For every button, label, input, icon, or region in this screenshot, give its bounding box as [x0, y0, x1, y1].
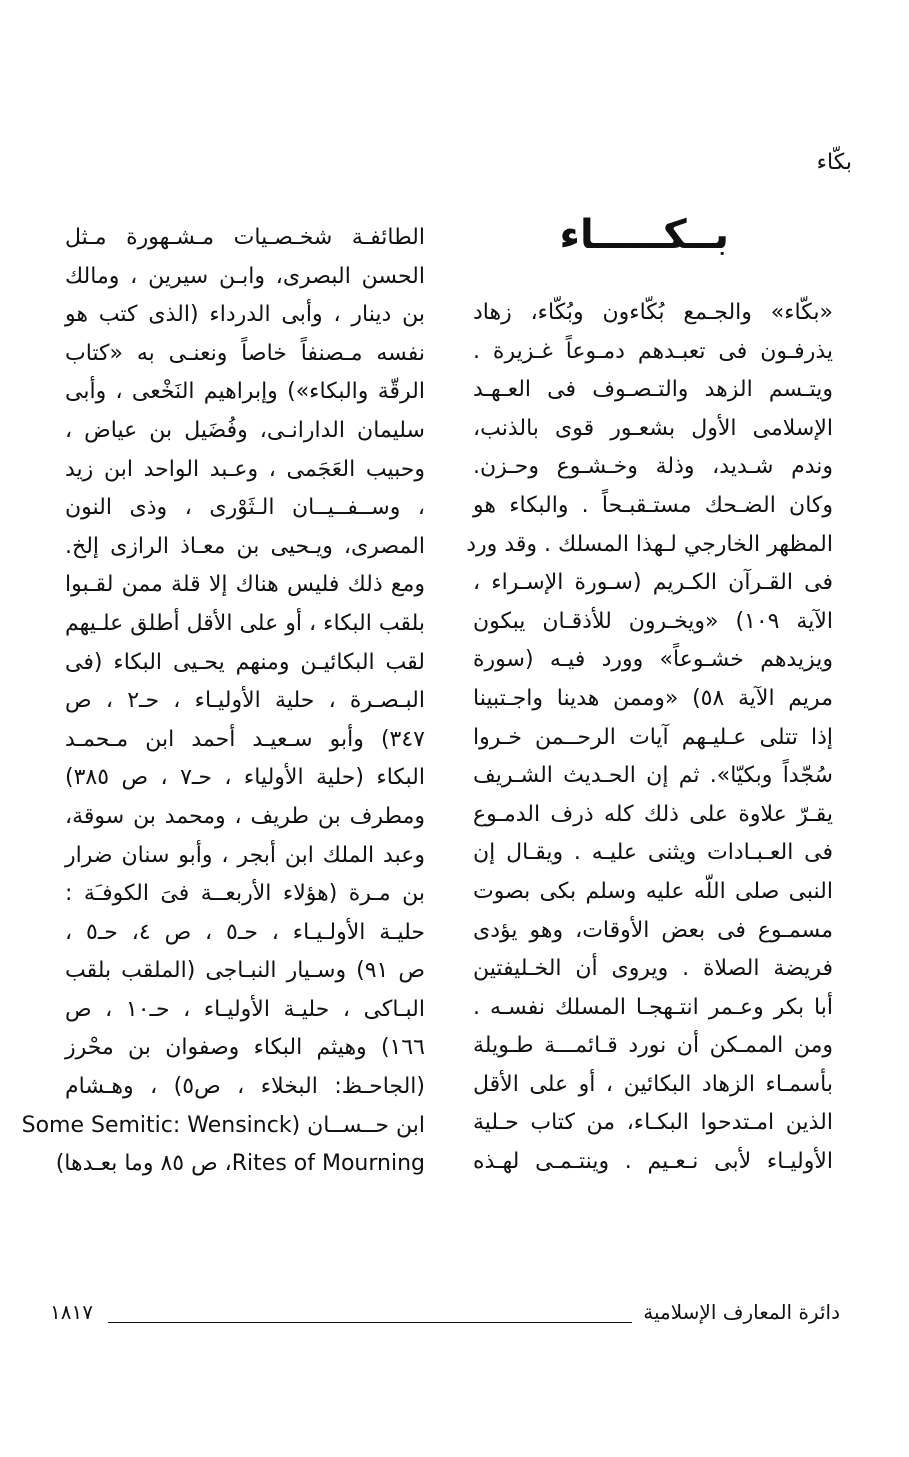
- left-column-line: ومطرف بن طريف ، ومحمد بن سوقة،: [65, 803, 425, 829]
- left-column-line: البـصـرة ، حلية الأوليـاء ، حـ٢ ، ص: [65, 688, 425, 714]
- left-column-line: حليـة الأولـيـاء ، حـ٥ ، ص ٤، حـ٥ ،: [65, 919, 426, 945]
- right-column-line: الأوليـاء لأبى نـعـيم . وينتـمـى لهـذه: [473, 1149, 833, 1175]
- right-column-line: «بكّاء» والجـمع بُكّاءون وبُكّاء، زهاد: [473, 300, 833, 325]
- right-column-line: سُجّداً وبكيّا». ثم إن الحـديث الشـريف: [473, 763, 833, 789]
- right-column-line: يذرفـون فى تعبـدهم دمـوعاً غـزيرة .: [473, 338, 833, 364]
- left-column-line: وعبد الملك ابن أبجر ، وأبو سنان ضرار: [65, 842, 425, 868]
- left-column-line: ابن حــســان (Some Semitic: Wensinck: [21, 1112, 425, 1138]
- right-column-line: وكان الضـحك مستـقبـحاً . والبكاء هو: [473, 492, 833, 518]
- left-column-line: وحبيب العَجَمى ، وعـبد الواحد ابن زيد: [65, 456, 425, 482]
- left-column-line: ، وســفــيــان الـثَوْرى ، وذى النون: [65, 495, 425, 521]
- right-column-line: إذا تتلى عـليـهم آيات الرحــمن خـروا: [473, 724, 833, 750]
- right-column-line: ويزيدهم خشـوعاً» وورد فيـه (سورة: [473, 647, 833, 673]
- left-column-line: سليمان الدارانـى، وفُضَيل بن عياض ،: [65, 417, 425, 443]
- right-column-line: المظهر الخارجي لـهذا المسلك . وقد ورد: [466, 531, 833, 557]
- page-number: ١٨١٧: [50, 1300, 93, 1324]
- right-column-line: ومن الممـكن أن نورد قـائمـــة طـويلة: [473, 1033, 833, 1059]
- left-column-line: ١٦٦) وهيثم البكاء وصفوان بن محْرز: [65, 1035, 425, 1061]
- left-column-line: بلقب البكاء ، أو على الأقل أطلق علـيهم: [65, 610, 425, 636]
- left-column-line: لقب البكائيـن ومنهم يحـيى البكاء (فى: [65, 649, 425, 675]
- right-column-line: ويتـسم الزهد والتـصـوف فى العـهـد: [473, 377, 833, 403]
- left-column: [21, 219, 426, 1184]
- left-column-line: ٣٤٧) وأبو سـعيـد أحمد ابن مـحمـد: [65, 726, 425, 752]
- left-column-line: نفسه مـصنفاً خاصاً ونعنـى به «كتاب: [65, 340, 425, 366]
- right-column-line: بأسمـاء الزهاد البكائين ، أو على الأقل: [473, 1071, 833, 1097]
- right-column-line: فى العـبـادات ويثنى عليـه . ويقـال إن: [473, 840, 833, 866]
- left-column-line: المصرى، ويـحيى بن معـاذ الرازى إلخ.: [65, 533, 425, 559]
- article-title: بــكـــــاء: [559, 212, 729, 258]
- page-footer: [40, 1300, 840, 1330]
- right-column-line: وندم شـديد، وذلة وخـشـوع وحـزن.: [473, 454, 833, 480]
- right-column-line: يقـرّ علاوة على ذلك كله ذرف الدمـوع: [473, 801, 833, 827]
- left-column-line: البـاكى ، حليـة الأوليـاء ، حـ١٠ ، ص: [65, 996, 425, 1022]
- right-column-line: فريضة الصلاة . ويروى أن الخـليفتين: [473, 956, 833, 982]
- right-column-line: الذين امـتدحوا البكـاء، من كتاب حـلية: [473, 1110, 833, 1136]
- right-column-line: الإسلامى الأول بشعـور قوى بالذنب،: [473, 415, 833, 441]
- footer-publication-title: دائرة المعارف الإسلامية: [643, 1300, 840, 1324]
- left-column-line: بن دينار ، وأبى الدرداء (الذى كتب هو: [65, 302, 425, 328]
- left-column-line: ومع ذلك فليس هناك إلا قلة ممن لقـبوا: [65, 572, 425, 598]
- footer-rule: [108, 1322, 632, 1323]
- left-column-line: الحسن البصرى، وابـن سيرين ، ومالك: [65, 263, 425, 289]
- right-column-line: الآية ١٠٩) «ويخـرون للأذقـان يبكون: [473, 608, 833, 634]
- left-column-line: البكاء (حلية الأولياء ، حـ٧ ، ص ٣٨٥): [65, 765, 426, 791]
- left-column-line: الطائفـة شخـصـيات مـشـهورة مـثل: [65, 225, 425, 250]
- right-column-line: فى القـرآن الكـريم (سـورة الإسـراء ،: [473, 570, 833, 596]
- right-column: [466, 294, 833, 1182]
- left-column-line: بن مـرة (هؤلاء الأربعــة فىَ الكوفـَة :: [65, 881, 425, 907]
- right-column-line: مسمـوع فى بعض الأوقات، وهو يؤدى: [473, 917, 833, 943]
- left-column-line: Rites of Mourning، ص ٨٥ وما بعـدها): [55, 1151, 425, 1177]
- left-column-line: الرقّة والبكاء») وإبراهيم النَخْعى ، وأبى: [65, 379, 425, 405]
- left-column-line: (الجاحـظ: البخلاء ، ص٥) ، وهـشام: [65, 1074, 425, 1100]
- right-column-line: النبى صلى اللّه عليه وسلم بكى بصوت: [473, 878, 833, 904]
- right-column-line: مريم الآية ٥٨) «وممن هدينا واجـتبينا: [473, 685, 833, 711]
- right-column-line: أبا بكر وعـمر انتـهجـا المسلك نفسـه .: [473, 994, 833, 1020]
- running-head: بكّاء: [816, 150, 852, 175]
- left-column-line: ص ٩١) وسـيار النبـاجى (الملقب بلقب: [65, 958, 425, 984]
